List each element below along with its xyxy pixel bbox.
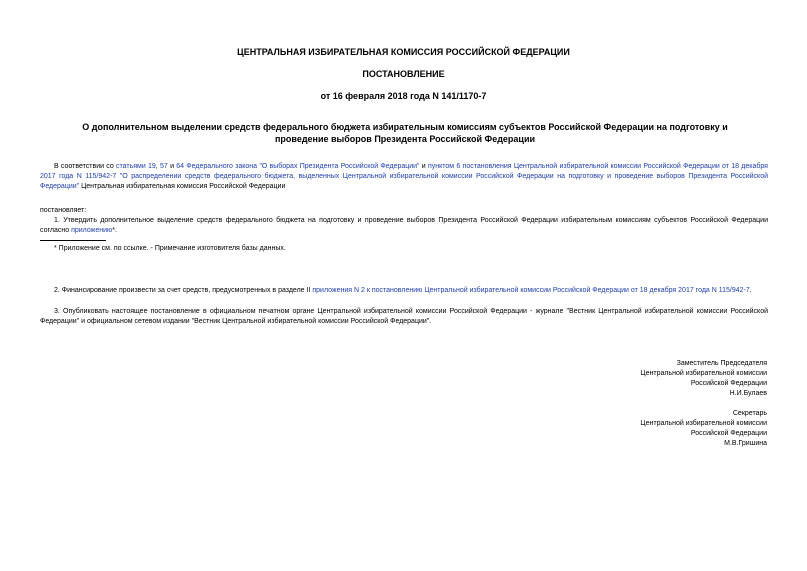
item-2-suffix: . [749, 287, 752, 294]
link-federal-law[interactable]: 64 Федерального закона "О выборах Президента Российской Федерации" [176, 163, 420, 170]
item-1-suffix: *. [112, 227, 117, 234]
signature-block-deputy [567, 359, 767, 399]
item-2-paragraph [40, 286, 768, 296]
basis-text-4: и [419, 163, 428, 170]
signature-country: Российской Федерации [690, 430, 767, 437]
signature-block-secretary [567, 409, 767, 449]
organization-heading: ЦЕНТРАЛЬНАЯ ИЗБИРАТЕЛЬНАЯ КОМИССИЯ РОССИЙСКОЙ ФЕДЕРАЦИИ [237, 47, 570, 57]
signature-name: Н.И.Булаев [729, 390, 767, 397]
signature-country: Российской Федерации [690, 380, 767, 387]
item-3-paragraph: 3. Опубликовать настоящее постановление в официальном печатном органе Центральной избирательной комиссии Российской Федерации - журнале "Вестник Центральной избирательной комиссии Российской Федерации" и официальном сетевом издании "Вестник Центральной избирательной комиссии Российской Федерации". [40, 308, 768, 325]
link-appendix[interactable]: приложению [71, 227, 113, 234]
signature-name: М.В.Гришина [724, 440, 767, 447]
item-2-text: 2. Финансирование произвести за счет средств, предусмотренных в разделе II [54, 287, 313, 294]
item-1-text: 1. Утвердить дополнительное выделение средств федерального бюджета на подготовку и проведение выборов Президента Российской Федерации избирательным комиссиям субъектов Российской Федерации согласно [40, 217, 768, 234]
link-article-57[interactable]: 57 [160, 163, 168, 170]
basis-text-5: Центральная избирательная комиссия Российской Федерации [79, 183, 286, 190]
basis-text-3: и [167, 163, 177, 170]
resolves-text: постановляет: [40, 207, 87, 214]
signature-position: Секретарь [732, 410, 767, 417]
basis-text-1: В соответствии со [54, 163, 117, 170]
signature-position: Заместитель Председателя [676, 360, 767, 367]
document-type-heading: ПОСТАНОВЛЕНИЕ [362, 69, 445, 79]
document-date-number: от 16 февраля 2018 года N 141/1170-7 [320, 91, 487, 101]
document-title: О дополнительном выделении средств федерального бюджета избирательным комиссиям субъектов Российской Федерации на подготовку и проведение выборов Президента Российской Федерации [82, 122, 728, 144]
link-article-19[interactable]: статьями 19 [116, 163, 156, 170]
link-resolution-115[interactable]: пунктом 6 постановления Центральной избирательной комиссии Российской Федерации от 18 декабря 2017 года N 115/942-7 "О распределении средств федерального бюджета, выделенных Центральной избирательной комиссии Российской Федерации на подготовку и проведение выборов Президента Российской Федерации" [40, 163, 768, 190]
basis-text-2: , [155, 163, 161, 170]
footnote-divider [40, 240, 106, 241]
signature-organization: Центральной избирательной комиссии [640, 370, 767, 377]
basis-paragraph [40, 162, 768, 192]
footnote-text: * Приложение см. по ссылке. - Примечание изготовителя базы данных. [54, 245, 286, 252]
link-appendix-2[interactable]: приложения N 2 к постановлению Центральной избирательной комиссии Российской Федерации от 18 декабря 2017 года N 115/942-7 [312, 287, 750, 294]
item-1-paragraph [40, 216, 768, 236]
signature-organization: Центральной избирательной комиссии [640, 420, 767, 427]
